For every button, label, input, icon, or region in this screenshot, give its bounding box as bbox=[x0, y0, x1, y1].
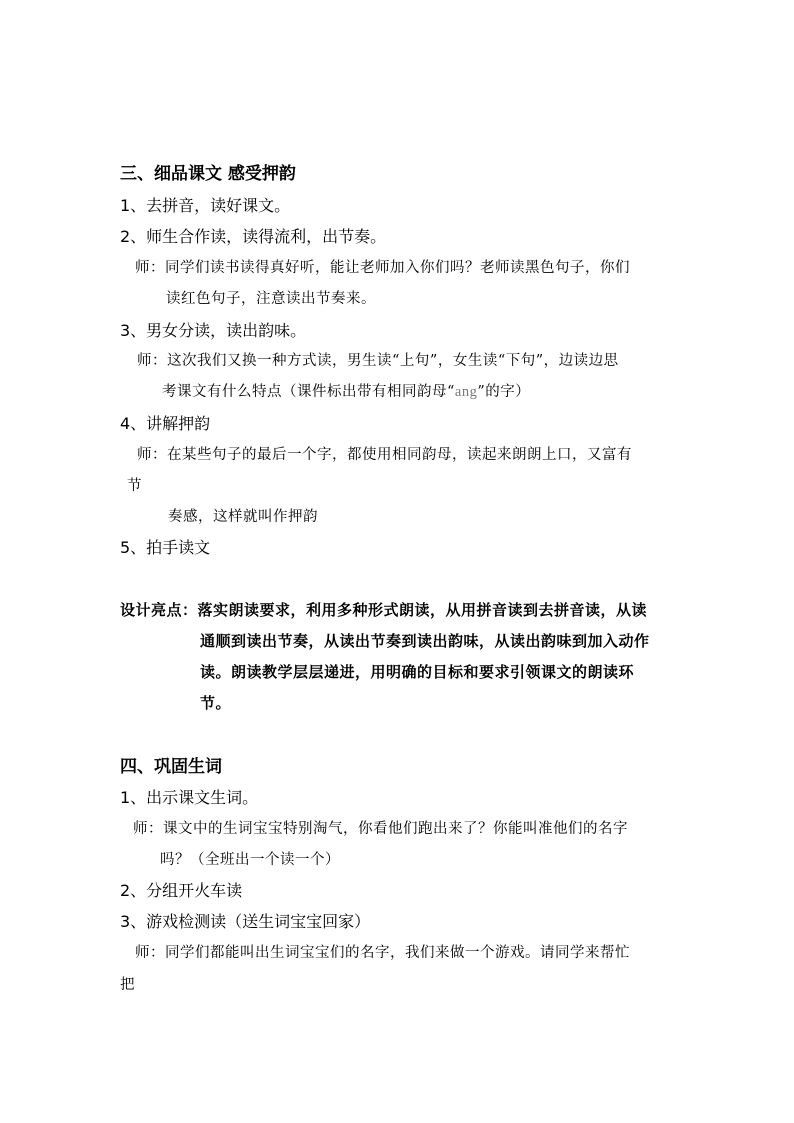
list-item: 2、师生合作读，读得流利，出节奏。 bbox=[120, 227, 387, 246]
design-highlight: 节。 bbox=[200, 694, 232, 712]
list-item: 1、去拼音，读好课文。 bbox=[120, 196, 291, 215]
teacher-dialogue bbox=[162, 385, 530, 400]
design-highlight: 设计亮点：落实朗读要求，利用多种形式朗读，从用拼音读到去拼音读，从读 bbox=[120, 601, 648, 619]
teacher-dialogue: 师：这次我们又换一种方式读，男生读“上句”，女生读“下句”，边读边思 bbox=[137, 353, 619, 369]
pinyin-text: ang bbox=[454, 384, 478, 400]
design-highlight: 通顺到读出节奏，从读出节奏到读出韵味，从读出韵味到加入动作 bbox=[200, 632, 650, 650]
list-item: 3、游戏检测读（送生词宝宝回家） bbox=[120, 912, 371, 931]
teacher-dialogue: 奏感，这样就叫作押韵 bbox=[168, 509, 318, 525]
list-item: 4、讲解押韵 bbox=[120, 414, 211, 433]
design-highlight: 读。朗读教学层层递进，用明确的目标和要求引领课文的朗读环 bbox=[200, 663, 635, 681]
teacher-dialogue: 把 bbox=[120, 977, 135, 993]
teacher-dialogue: 吗？（全班出一个读一个） bbox=[160, 852, 340, 868]
section-3-heading: 三、细品课文 感受押韵 bbox=[120, 164, 296, 184]
list-item: 5、拍手读文 bbox=[120, 538, 211, 557]
dialogue-text: ”的字） bbox=[477, 384, 531, 400]
teacher-dialogue: 师：同学们读书读得真好听，能让老师加入你们吗？老师读黑色句子，你们 bbox=[135, 260, 630, 276]
teacher-dialogue: 师：课文中的生词宝宝特别淘气，你看他们跑出来了？你能叫准他们的名字 bbox=[133, 821, 628, 837]
list-item: 1、出示课文生词。 bbox=[120, 788, 259, 807]
teacher-dialogue: 节 bbox=[127, 478, 142, 494]
teacher-dialogue: 师：同学们都能叫出生词宝宝们的名字，我们来做一个游戏。请同学来帮忙 bbox=[135, 945, 630, 961]
dialogue-text: 考课文有什么特点（课件标出带有相同韵母“ bbox=[162, 384, 455, 400]
teacher-dialogue: 师：在某些句子的最后一个字，都使用相同韵母，读起来朗朗上口，又富有 bbox=[137, 447, 632, 463]
list-item: 2、分组开火车读 bbox=[120, 881, 243, 900]
list-item: 3、男女分读，读出韵味。 bbox=[120, 321, 307, 340]
teacher-dialogue: 读红色句子，注意读出节奏来。 bbox=[166, 291, 376, 307]
section-4-heading: 四、巩固生词 bbox=[120, 757, 222, 777]
